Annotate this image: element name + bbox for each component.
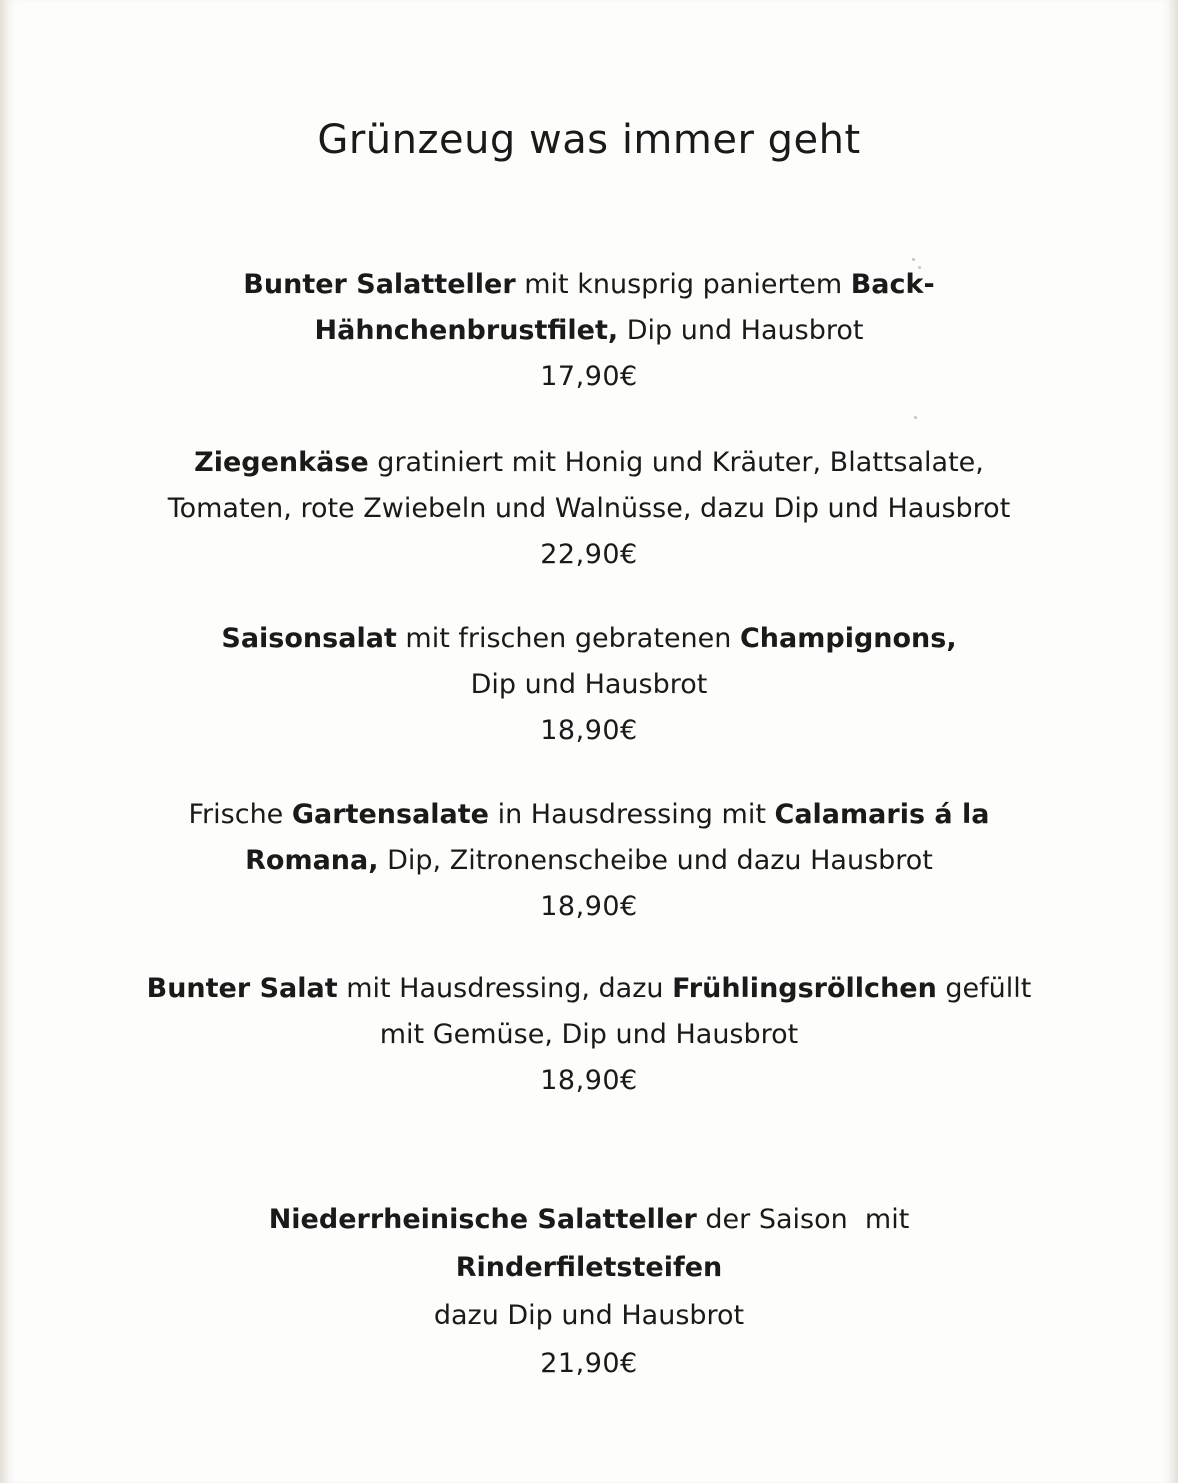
dish-highlight: Champignons, xyxy=(739,623,957,654)
dish-name: Niederrheinische Salatteller xyxy=(268,1204,697,1235)
menu-item-line xyxy=(90,440,1088,486)
menu-item xyxy=(90,792,1088,930)
menu-item-line xyxy=(90,966,1088,1012)
dish-description: Frische xyxy=(188,799,292,830)
page-edge-left xyxy=(0,0,8,1483)
menu-item-line xyxy=(90,1292,1088,1340)
dish-highlight: Back- xyxy=(850,269,935,300)
menu-item-line xyxy=(90,486,1088,532)
menu-item xyxy=(90,262,1088,400)
dish-description: gefüllt xyxy=(936,973,1032,1004)
menu-item-line xyxy=(90,662,1088,708)
menu-item xyxy=(90,1196,1088,1388)
paper-speck xyxy=(914,416,917,419)
dish-name: Bunter Salat xyxy=(146,973,338,1004)
menu-item-line xyxy=(90,308,1088,354)
menu-item xyxy=(90,966,1088,1104)
dish-highlight: Rinderfiletsteifen xyxy=(455,1252,723,1283)
dish-name: Ziegenkäse xyxy=(194,447,369,478)
menu-item-line xyxy=(90,1012,1088,1058)
dish-price: 21,90€ xyxy=(540,1348,638,1379)
dish-highlight: Romana, xyxy=(245,845,379,876)
dish-description: der Saison mit xyxy=(696,1204,910,1235)
dish-description: in Hausdressing mit xyxy=(489,799,775,830)
dish-price: 17,90€ xyxy=(540,361,638,392)
menu-item-line xyxy=(90,1244,1088,1292)
dish-description: mit frischen gebratenen xyxy=(396,623,740,654)
menu-item-line xyxy=(90,838,1088,884)
menu-item-line xyxy=(90,1196,1088,1244)
page-edge-right xyxy=(1170,0,1178,1483)
dish-price: 18,90€ xyxy=(540,891,638,922)
dish-highlight: Calamaris á la xyxy=(774,799,990,830)
dish-description: dazu Dip und Hausbrot xyxy=(433,1300,745,1331)
dish-description: mit Gemüse, Dip und Hausbrot xyxy=(379,1019,799,1050)
dish-description: Dip und Hausbrot xyxy=(470,669,708,700)
menu-item-line xyxy=(90,792,1088,838)
dish-description: Tomaten, rote Zwiebeln und Walnüsse, dazu Dip und Hausbrot xyxy=(167,493,1011,524)
menu-item-line xyxy=(90,262,1088,308)
dish-description: Dip und Hausbrot xyxy=(618,315,864,346)
menu-section-title: Grünzeug was immer geht xyxy=(317,117,861,163)
dish-highlight: Hähnchenbrustfilet, xyxy=(314,315,619,346)
menu-item xyxy=(90,440,1088,578)
dish-name: Bunter Salatteller xyxy=(243,269,516,300)
paper-speck xyxy=(912,258,915,261)
dish-price: 18,90€ xyxy=(540,715,638,746)
dish-name: Gartensalate xyxy=(291,799,489,830)
dish-description: Dip, Zitronenscheibe und dazu Hausbrot xyxy=(378,845,933,876)
dish-highlight: Frühlingsröllchen xyxy=(672,973,937,1004)
menu-item-line xyxy=(90,616,1088,662)
dish-description: gratiniert mit Honig und Kräuter, Blattsalate, xyxy=(368,447,984,478)
dish-price: 18,90€ xyxy=(540,1065,638,1096)
dish-price: 22,90€ xyxy=(540,539,638,570)
dish-description: mit knusprig paniertem xyxy=(515,269,851,300)
dish-description: mit Hausdressing, dazu xyxy=(337,973,673,1004)
dish-name: Saisonsalat xyxy=(221,623,397,654)
menu-item xyxy=(90,616,1088,754)
